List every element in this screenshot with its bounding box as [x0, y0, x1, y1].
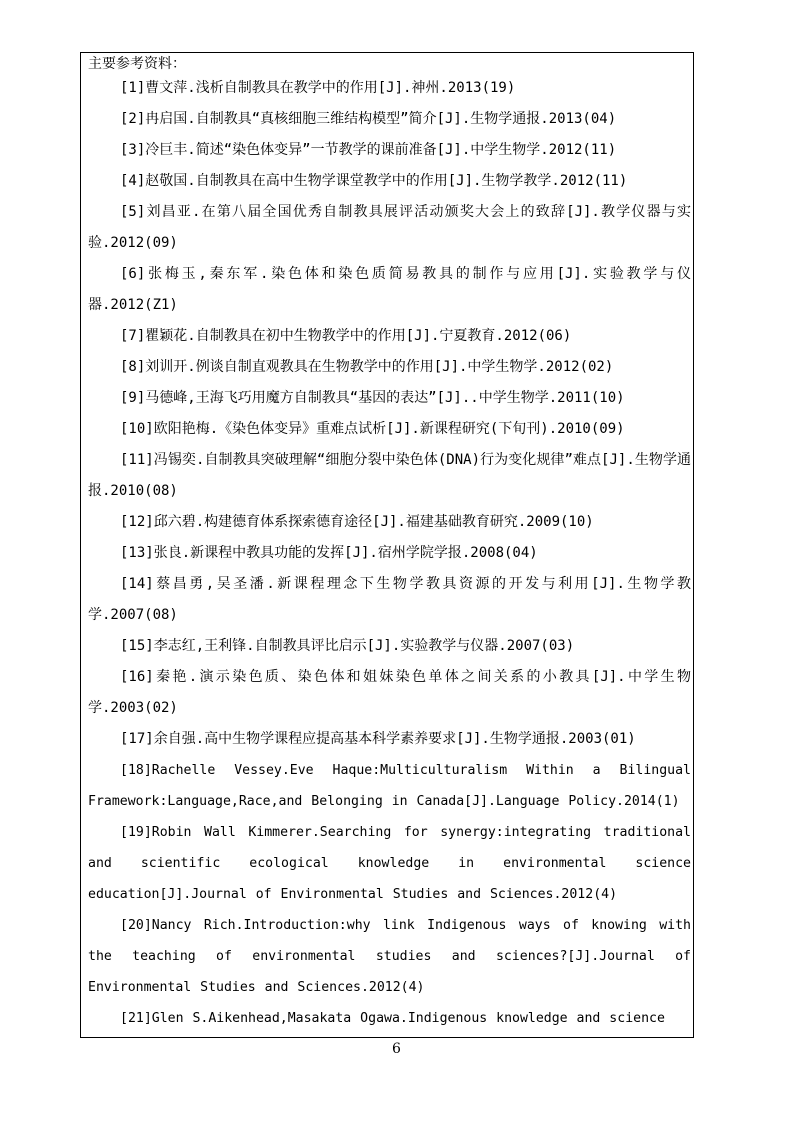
- page-number: 6: [392, 1041, 401, 1057]
- reference-item: [1]曹文萍.浅析自制教具在教学中的作用[J].神州.2013(19): [120, 80, 516, 96]
- reference-item: [14]蔡昌勇,吴圣潘.新课程理念下生物学教具资源的开发与利用[J].生物学教学.2007(08): [88, 576, 691, 623]
- reference-item: [20]Nancy Rich.Introduction:why link Indigenous ways of knowing with the teaching of environmental studies and sciences?[J].Journal of Environmental Studies and Sciences.2012(4): [88, 918, 691, 995]
- reference-item: [15]李志红,王利锋.自制教具评比启示[J].实验教学与仪器.2007(03): [120, 638, 575, 654]
- reference-item: [3]冷巨丰.简述“染色体变异”一节教学的课前准备[J].中学生物学.2012(11): [120, 142, 617, 158]
- references-table-cell: [80, 52, 694, 1038]
- reference-item: [13]张良.新课程中教具功能的发挥[J].宿州学院学报.2008(04): [120, 545, 538, 561]
- reference-item: [18]Rachelle Vessey.Eve Haque:Multiculturalism Within a Bilingual Framework:Language,Race,and Belonging in Canada[J].Language Policy.2014(1): [88, 763, 691, 809]
- references-heading: 主要参考资料：: [88, 56, 186, 72]
- reference-item: [10]欧阳艳梅.《染色体变异》重难点试析[J].新课程研究(下旬刊).2010(09): [120, 421, 625, 437]
- reference-item: [16]秦艳.演示染色质、染色体和姐妹染色单体之间关系的小教具[J].中学生物学.2003(02): [88, 669, 691, 716]
- reference-item: [11]冯锡奕.自制教具突破理解“细胞分裂中染色体(DNA)行为变化规律”难点[J].生物学通报.2010(08): [88, 452, 691, 499]
- reference-item: [21]Glen S.Aikenhead,Masakata Ogawa.Indigenous knowledge and science: [120, 1011, 665, 1026]
- reference-item: [6]张梅玉,秦东军.染色体和染色质简易教具的制作与应用[J].实验教学与仪器.2012(Z1): [88, 266, 691, 313]
- reference-item: [19]Robin Wall Kimmerer.Searching for synergy:integrating traditional and scientific ecological knowledge in environmental science education[J].Journal of Environmental Studies and Sciences.2012(4): [88, 825, 691, 902]
- references-list: [88, 73, 691, 1034]
- reference-item: [4]赵敬国.自制教具在高中生物学课堂教学中的作用[J].生物学教学.2012(11): [120, 173, 628, 189]
- reference-item: [7]瞿颖花.自制教具在初中生物教学中的作用[J].宁夏教育.2012(06): [120, 328, 572, 344]
- reference-item: [8]刘训开.例谈自制直观教具在生物教学中的作用[J].中学生物学.2012(02): [120, 359, 614, 375]
- reference-item: [5]刘昌亚.在第八届全国优秀自制教具展评活动颁奖大会上的致辞[J].教学仪器与实验.2012(09): [88, 204, 691, 251]
- reference-item: [9]马德峰,王海飞巧用魔方自制教具“基因的表达”[J]..中学生物学.2011(10): [120, 390, 625, 406]
- reference-item: [2]冉启国.自制教具“真核细胞三维结构模型”简介[J].生物学通报.2013(04): [120, 111, 617, 127]
- reference-item: [17]余自强.高中生物学课程应提高基本科学素养要求[J].生物学通报.2003(01): [120, 731, 636, 747]
- reference-item: [12]邱六碧.构建德育体系探索德育途径[J].福建基础教育研究.2009(10): [120, 514, 594, 530]
